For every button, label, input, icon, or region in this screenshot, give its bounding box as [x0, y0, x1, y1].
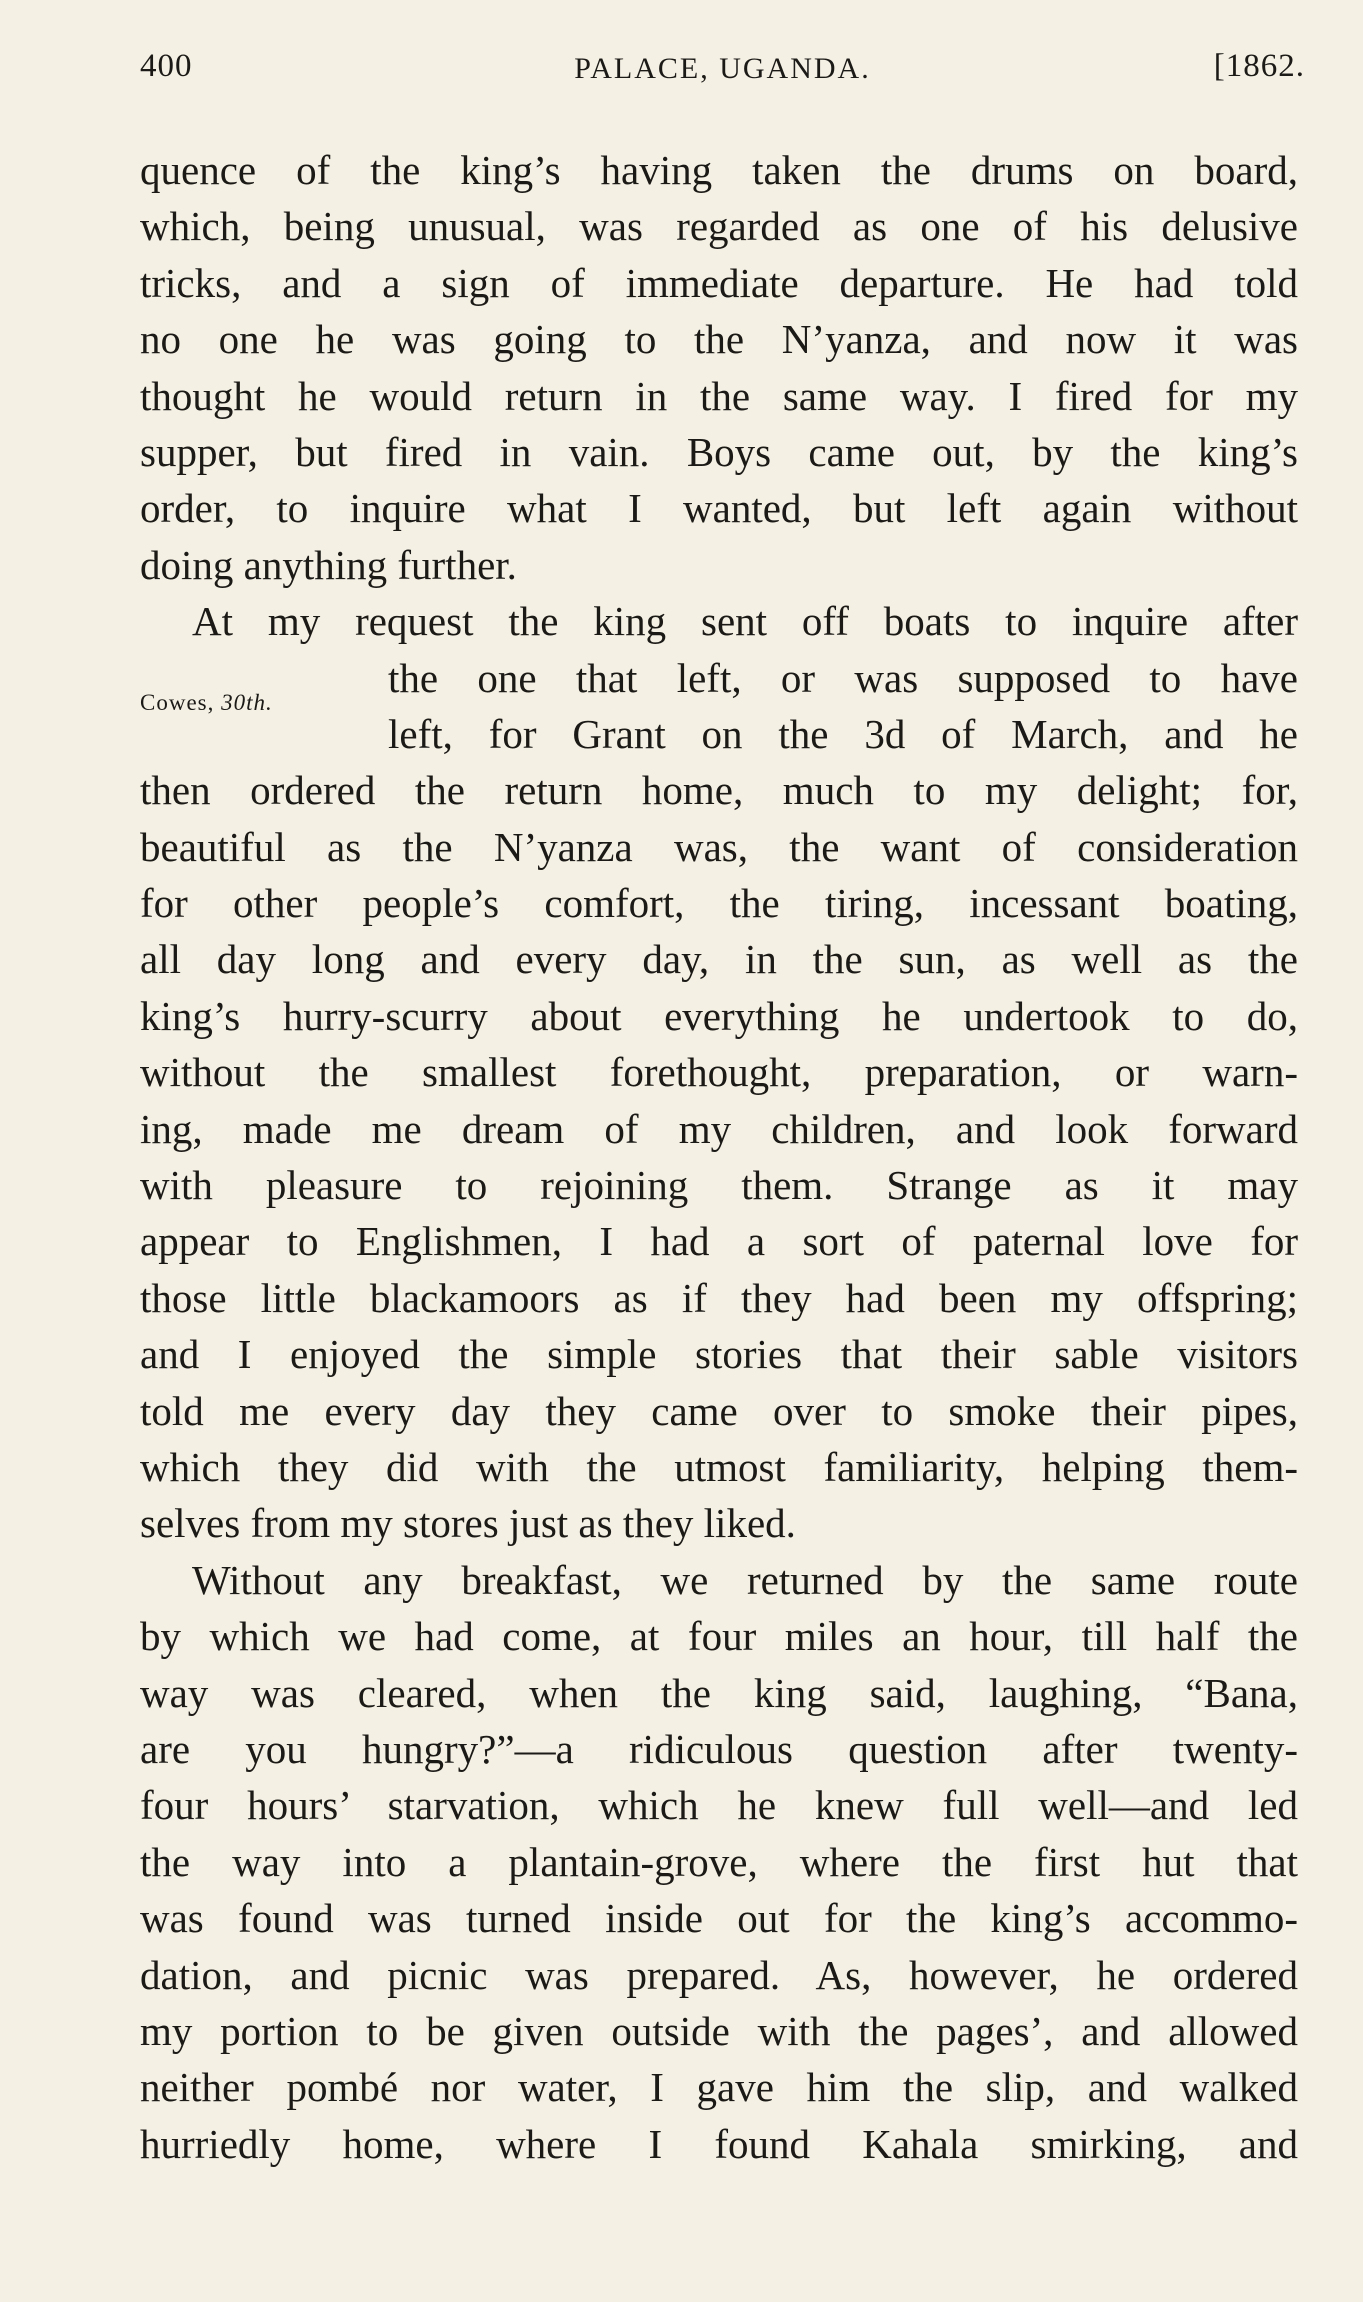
- text-line: neither pombé nor water, I gave him the slip, and walked: [140, 2064, 1298, 2111]
- text-line: then ordered the return home, much to my delight; for,: [140, 767, 1298, 814]
- text-line: told me every day they came over to smoke their pipes,: [140, 1387, 1298, 1434]
- body-text: [140, 142, 1298, 2172]
- text-line: At my request the king sent off boats to inquire after: [192, 598, 1298, 645]
- text-line: which, being unusual, was regarded as one of his delusive: [140, 203, 1298, 250]
- margin-note-label: Cowes,: [140, 690, 215, 715]
- text-line: which they did with the utmost familiarity, helping them-: [140, 1443, 1298, 1490]
- page-number: 400: [140, 48, 193, 84]
- text-line: for other people’s comfort, the tiring, incessant boating,: [140, 880, 1298, 927]
- text-line: way was cleared, when the king said, laughing, “Bana,: [140, 1669, 1298, 1716]
- text-line: dation, and picnic was prepared. As, however, he ordered: [140, 1951, 1298, 1998]
- text-line: quence of the king’s having taken the drums on board,: [140, 147, 1298, 193]
- text-line: no one he was going to the N’yanza, and now it was: [140, 316, 1298, 363]
- text-line: with pleasure to rejoining them. Strange as it may: [140, 1162, 1298, 1209]
- running-header: [140, 48, 1305, 98]
- text-line: without the smallest forethought, preparation, or warn-: [140, 1049, 1298, 1096]
- text-line: was found was turned inside out for the king’s accommo-: [140, 1895, 1298, 1942]
- text-line: beautiful as the N’yanza was, the want of consideration: [140, 823, 1298, 870]
- margin-note-date: 30th.: [221, 690, 273, 715]
- text-line: Without any breakfast, we returned by the same route: [192, 1556, 1298, 1603]
- header-year: [1862.: [1213, 48, 1305, 84]
- text-line: those little blackamoors as if they had been my offspring;: [140, 1274, 1298, 1321]
- text-line: ing, made me dream of my children, and look forward: [140, 1105, 1298, 1152]
- text-line: four hours’ starvation, which he knew full well—and led: [140, 1782, 1298, 1829]
- text-line: the one that left, or was supposed to have: [388, 654, 1298, 701]
- text-line: left, for Grant on the 3d of March, and he: [388, 710, 1298, 757]
- text-line: doing anything further.: [140, 541, 517, 588]
- text-line: hurriedly home, where I found Kahala smirking, and: [140, 2120, 1298, 2167]
- text-line: tricks, and a sign of immediate departure. He had told: [140, 259, 1298, 306]
- text-line: and I enjoyed the simple stories that their sable visitors: [140, 1331, 1298, 1378]
- text-line: supper, but fired in vain. Boys came out, by the king’s: [140, 428, 1298, 475]
- text-line: order, to inquire what I wanted, but left again without: [140, 485, 1298, 532]
- text-line: appear to Englishmen, I had a sort of paternal love for: [140, 1218, 1298, 1265]
- text-line: by which we had come, at four miles an hour, till half the: [140, 1613, 1298, 1660]
- text-line: my portion to be given outside with the pages’, and allowed: [140, 2007, 1298, 2054]
- text-line: selves from my stores just as they liked.: [140, 1500, 796, 1547]
- text-line: king’s hurry-scurry about everything he undertook to do,: [140, 992, 1298, 1039]
- text-line: thought he would return in the same way. I fired for my: [140, 372, 1298, 419]
- text-line: are you hungry?”—a ridiculous question after twenty-: [140, 1725, 1298, 1772]
- running-title: PALACE, UGANDA.: [574, 52, 871, 85]
- text-line: all day long and every day, in the sun, as well as the: [140, 936, 1298, 983]
- text-line: the way into a plantain-grove, where the first hut that: [140, 1838, 1298, 1885]
